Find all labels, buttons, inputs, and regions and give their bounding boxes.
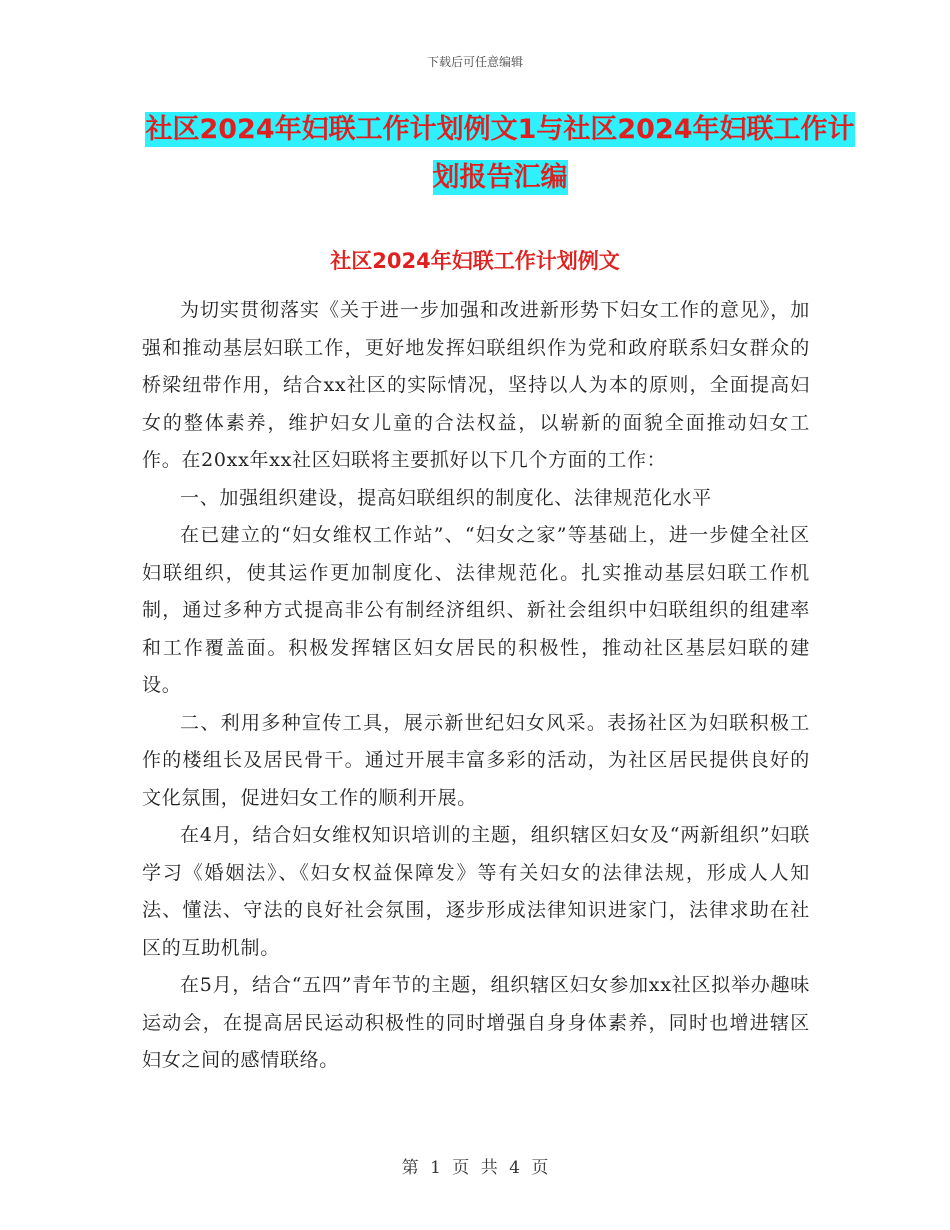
section-title: 社区2024年妇联工作计划例文 (330, 249, 620, 273)
document-title-text: 社区2024年妇联工作计划例文1与社区2024年妇联工作计划报告汇编 (145, 114, 855, 193)
paragraph: 一、加强组织建设，提高妇联组织的制度化、法律规范化水平 (180, 486, 712, 509)
document-body (142, 292, 810, 1080)
paragraph: 在5月，结合“五四”青年节的主题，组织辖区妇女参加xx社区拟举办趣味运动会，在提高居民运动积极性的同时增强自身身体素养，同时也增进辖区妇女之间的感情联络。 (142, 974, 810, 1071)
document-title (140, 106, 860, 202)
paragraph: 二、利用多种宣传工具，展示新世纪妇女风采。表扬社区为妇联积极工作的楼组长及居民骨干。通过开展丰富多彩的活动，为社区居民提供良好的文化氛围，促进妇女工作的顺利开展。 (142, 711, 810, 809)
paragraph: 在已建立的“妇女维权工作站”、“妇女之家”等基础上，进一步健全社区妇联组织，使其运作更加制度化、法律规范化。扎实推动基层妇联工作机制，通过多种方式提高非公有制经济组织、新社会组织中妇联组织的组建率和工作覆盖面。积极发挥辖区妇女居民的积极性，推动社区基层妇联的建设。 (142, 524, 810, 696)
paragraph: 为切实贯彻落实《关于进一步加强和改进新形势下妇女工作的意见》，加强和推动基层妇联工作，更好地发挥妇联组织作为党和政府联系妇女群众的桥梁纽带作用，结合xx社区的实际情况，坚持以人为本的原则，全面提高妇女的整体素养，维护妇女儿童的合法权益，以崭新的面貌全面推动妇女工作。在20xx年xx社区妇联将主要抓好以下几个方面的工作： (142, 299, 810, 471)
paragraph: 在4月，结合妇女维权知识培训的主题，组织辖区妇女及“两新组织”妇联学习《婚姻法》、《妇女权益保障发》等有关妇女的法律法规，形成人人知法、懂法、守法的良好社会氛围，逐步形成法律知识进家门，法律求助在社区的互助机制。 (142, 824, 810, 959)
page-number: 第 1 页 共 4 页 (401, 1158, 549, 1178)
header-note: 下载后可任意编辑 (426, 55, 523, 69)
